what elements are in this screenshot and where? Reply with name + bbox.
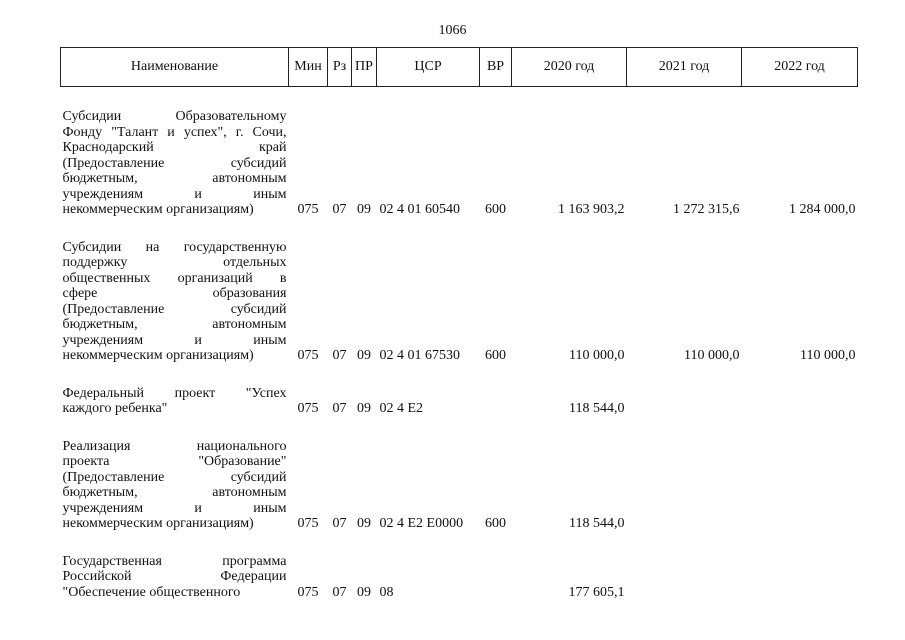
row-name-line: Фонду "Талант и успех", г. Сочи, xyxy=(62,124,287,140)
row-name-line: (Предоставление субсидий xyxy=(62,155,287,171)
row-name-line: некоммерческим организациям) xyxy=(62,348,254,363)
page-number: 1066 xyxy=(438,23,467,38)
row-name-line: учреждениям и иным xyxy=(62,500,287,516)
cell-csr: 02 4 01 60540 xyxy=(379,202,460,217)
header-name: Наименование xyxy=(61,48,289,87)
cell-csr: 02 4 01 67530 xyxy=(379,348,460,363)
row-name-line: учреждениям и иным xyxy=(62,332,287,348)
row-name-cell xyxy=(61,554,289,601)
row-name-line: Российской Федерации xyxy=(62,569,287,584)
table-row xyxy=(61,554,858,601)
row-name-cell xyxy=(61,439,289,532)
header-2022: 2022 год xyxy=(742,48,858,87)
cell-2021: 1 272 315,6 xyxy=(673,202,740,217)
cell-pr: 09 xyxy=(357,348,371,363)
row-name-line: поддержку отдельных xyxy=(62,255,287,270)
row-spacer xyxy=(61,364,858,386)
header-2021: 2021 год xyxy=(627,48,742,87)
row-name-line: Субсидии Образовательному xyxy=(62,109,287,124)
cell-2022 xyxy=(742,554,858,601)
row-name-cell xyxy=(61,240,289,364)
cell-vr: 600 xyxy=(485,348,506,363)
row-name-line: бюджетным, автономным xyxy=(62,171,287,186)
table-header xyxy=(61,48,858,87)
cell-2022 xyxy=(742,386,858,417)
row-name-line: Реализация национального xyxy=(62,438,287,454)
row-name-line: каждого ребенка" xyxy=(62,401,168,416)
row-spacer xyxy=(61,532,858,554)
row-name-line: проекта "Образование" xyxy=(62,454,287,469)
cell-rz: 07 xyxy=(332,584,347,600)
header-vr: ВР xyxy=(480,48,512,87)
cell-rz: 07 xyxy=(332,202,347,217)
row-name-line: Краснодарский край xyxy=(62,140,287,155)
cell-2021: 110 000,0 xyxy=(684,348,740,363)
header-2020: 2020 год xyxy=(512,48,627,87)
row-name-line: учреждениям и иным xyxy=(62,186,287,202)
cell-2021 xyxy=(627,554,742,601)
row-name-line: Федеральный проект "Успех xyxy=(62,385,287,401)
row-spacer xyxy=(61,218,858,240)
header-pr: ПР xyxy=(352,48,377,87)
row-spacer xyxy=(61,87,858,110)
row-name-line: некоммерческим организациям) xyxy=(62,202,254,217)
header-min: Мин xyxy=(289,48,328,87)
cell-pr: 09 xyxy=(357,584,371,600)
cell-vr: 600 xyxy=(485,202,506,217)
row-spacer-cell xyxy=(61,364,858,386)
table-row xyxy=(61,386,858,417)
row-name-cell xyxy=(61,109,289,218)
cell-pr: 09 xyxy=(357,516,371,531)
cell-min: 075 xyxy=(297,584,319,600)
cell-2020: 1 163 903,2 xyxy=(558,202,625,217)
cell-csr: 08 xyxy=(379,584,394,600)
table-row xyxy=(61,240,858,364)
row-spacer-cell xyxy=(61,532,858,554)
cell-2020: 118 544,0 xyxy=(569,401,625,416)
row-name-line: Государственная программа xyxy=(62,553,287,569)
table-body xyxy=(61,87,858,601)
row-name-line: (Предоставление субсидий xyxy=(62,301,287,317)
cell-pr: 09 xyxy=(357,401,371,416)
row-spacer-cell xyxy=(61,87,858,110)
cell-rz: 07 xyxy=(332,401,347,416)
cell-min: 075 xyxy=(297,516,319,531)
budget-table xyxy=(60,47,858,600)
row-name-line: "Обеспечение общественного xyxy=(62,584,241,600)
cell-pr: 09 xyxy=(357,202,371,217)
cell-min: 075 xyxy=(297,348,319,363)
cell-2022: 1 284 000,0 xyxy=(789,202,856,217)
row-name-line: некоммерческим организациям) xyxy=(62,516,254,531)
cell-min: 075 xyxy=(297,202,319,217)
row-name-line: бюджетным, автономным xyxy=(62,317,287,332)
cell-rz: 07 xyxy=(332,348,347,363)
cell-vr xyxy=(480,554,512,601)
row-spacer xyxy=(61,417,858,439)
cell-2020: 118 544,0 xyxy=(569,516,625,531)
cell-2021 xyxy=(627,439,742,532)
cell-vr: 600 xyxy=(485,516,506,531)
cell-csr: 02 4 E2 E0000 xyxy=(379,516,464,531)
cell-2022 xyxy=(742,439,858,532)
header-rz: Рз xyxy=(328,48,352,87)
row-name-cell xyxy=(61,386,289,417)
row-spacer-cell xyxy=(61,417,858,439)
cell-min: 075 xyxy=(297,401,319,416)
table-row xyxy=(61,109,858,218)
row-name-line: бюджетным, автономным xyxy=(62,485,287,500)
cell-2020: 177 605,1 xyxy=(568,584,625,600)
cell-2022: 110 000,0 xyxy=(800,348,856,363)
cell-csr: 02 4 E2 xyxy=(379,401,424,416)
row-name-line: (Предоставление субсидий xyxy=(62,469,287,485)
cell-rz: 07 xyxy=(332,516,347,531)
row-spacer-cell xyxy=(61,218,858,240)
cell-2021 xyxy=(627,386,742,417)
row-name-line: общественных организаций в xyxy=(62,270,287,286)
cell-vr xyxy=(480,386,512,417)
row-name-line: сфере образования xyxy=(62,286,287,301)
header-csr: ЦСР xyxy=(377,48,480,87)
row-name-line: Субсидии на государственную xyxy=(62,239,287,255)
cell-2020: 110 000,0 xyxy=(569,348,625,363)
table-row xyxy=(61,439,858,532)
